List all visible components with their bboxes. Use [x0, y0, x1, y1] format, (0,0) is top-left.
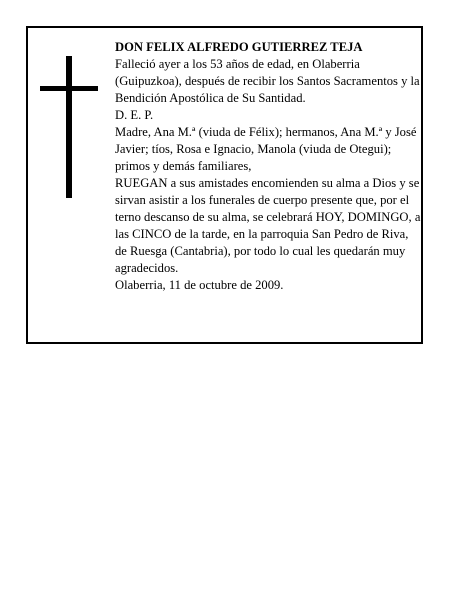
- obituary-notice: [26, 26, 423, 344]
- funeral-request: RUEGAN a sus amistades encomienden su alma a Dios y se sirvan asistir a los funerales de cuerpo presente que, por el terno descanso de su alma, se celebrará HOY, DOMINGO, a las CINCO de la tarde, en la parroquia San Pedro de Riva, de Ruesga (Cantabria), por todo lo cual les quedarán muy agradecidos.: [115, 176, 421, 275]
- cross-icon: [40, 56, 100, 198]
- rest-in-peace: D. E. P.: [115, 108, 154, 122]
- place-and-date: Olaberria, 11 de octubre de 2009.: [115, 278, 284, 292]
- family-list: Madre, Ana M.ª (viuda de Félix); hermanos, Ana M.ª y José Javier; tíos, Rosa e Ignacio, Manola (viuda de Otegui); primos y demás familiares,: [115, 125, 417, 173]
- cross-horizontal-bar: [40, 86, 98, 91]
- cross-vertical-bar: [66, 56, 72, 198]
- deceased-name: DON FELIX ALFREDO GUTIERREZ TEJA: [115, 40, 363, 54]
- death-statement: Falleció ayer a los 53 años de edad, en Olaberria (Guipuzkoa), después de recibir los Santos Sacramentos y la Bendición Apostólica de Su Santidad.: [115, 57, 420, 105]
- obituary-text: [115, 39, 421, 294]
